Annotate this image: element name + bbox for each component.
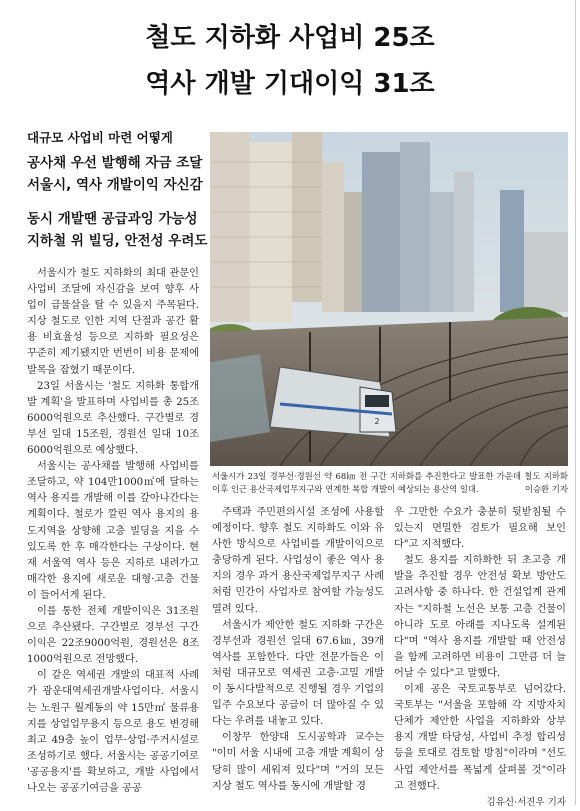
- subhead-kicker: 대규모 사업비 마련 어떻게: [27, 130, 173, 145]
- paragraph: 철도 용지를 지하화한 뒤 초고층 개발을 추진할 경우 안전성 확보 방안도 고려사항 중 하나다. 한 건설업계 관계자는 "지하철 노선은 보통 고층 건물이 아니라 도로 아래를 지나도록 설계된다"며 "역사 용지를 개발할 때 안전성을 함께 고려하면 비용이 그만큼 더 늘어날 수 있다"고 말했다.: [394, 555, 566, 679]
- byline: 김유신·서진우 기자: [486, 796, 566, 808]
- headline-line-1: 철도 지하화 사업비 25조: [145, 23, 435, 53]
- paragraph: 주택과 주민편의시설 조성에 사용할 예정이다. 향후 철도 지하화도 이와 유사한 방식으로 사업비를 개발이익으로 충당하게 된다. 사업성이 좋은 역사 용지의 경우 과거 용산국제업무지구 사례처럼 민간이 사업자로 참여할 가능성도 열려 있다.: [212, 507, 384, 615]
- paragraph: 23일 서울시는 '철도 지하화 통합개발 계획'을 발표하며 사업비를 총 25조6000억원으로 추산했다. 구간별로 경부선 일대 15조원, 경원선 일대 10조6000억원으로 예상했다.: [27, 380, 199, 457]
- article-column-2: [212, 505, 384, 795]
- subhead-line-2: 서울시, 역사 개발이익 자신감: [27, 177, 203, 193]
- paragraph: 이제 공은 국토교통부로 넘어갔다. 국토부는 "서울을 포함해 각 지방자치단체가 제안한 사업을 지하화와 상부 용지 개발 타당성, 사업비 추정 합리성 등을 토대로 검토할 방침"이라며 "선도사업 제안서를 폭넓게 살펴볼 것"이라고 전했다.: [394, 684, 566, 792]
- article-column-3: [394, 505, 566, 811]
- train-number: 2: [374, 417, 380, 426]
- article-column-1: [27, 266, 199, 797]
- paragraph: 서울시가 철도 지하화의 최대 관문인 사업비 조달에 자신감을 보여 향후 사업이 급물살을 탈 수 있을지 주목된다. 지상 철도로 인한 지역 단절과 공간 활용 비효율성 등으로 지하화 필요성은 꾸준히 제기됐지만 번번이 비용 문제에 발목을 잡혔기 때문이다.: [27, 268, 199, 376]
- article-photo: [210, 132, 568, 466]
- paragraph: 이창무 한양대 도시공학과 교수는 "이미 서울 시내에 고층 개발 계획이 상당히 많이 세워져 있다"며 "거의 모든 지상 철도 역사를 동시에 개발할 경: [212, 732, 384, 792]
- paragraph: 서울시가 제안한 철도 지하화 구간은 경부선과 경원선 일대 67.6㎞, 39개 역사를 포함한다. 다만 전문가들은 이처럼 대규모로 역세권 고층·고밀 개발이 동시다발적으로 진행될 경우 기업의 입주 수요보다 공급이 더 많아질 수 있다는 우려를 내놓고 있다.: [212, 619, 384, 728]
- paragraph: 이 같은 역세권 개발의 대표적 사례가 광운대역세권개발사업이다. 서울시는 노원구 월계동의 약 15만㎡ 물류용지를 상업업무용지 등으로 용도 변경해 최고 49층 높이 업무·상업·주거시설로 조성하기로 했다. 서울시는 공공기여로 '공공용지'를 확보하고, 개발 사업에서 나오는 공공기여금을 공공: [27, 670, 199, 794]
- paragraph: 서울시는 공사채를 발행해 사업비를 조달하고, 약 104만1000㎡에 달하는 역사 용지를 개발해 이를 갚아나간다는 계획이다. 철로가 깔린 역사 용지의 용도지역을 상향해 고층 빌딩을 지을 수 있도록 한 후 매각한다는 구상이다. 현재 서울역 역사 등은 지하로 내려가고 매각한 용지에 새로운 대형·고층 건물이 들어서게 된다.: [27, 461, 199, 601]
- subhead-line-4: 지하철 위 빌딩, 안전성 우려도: [27, 233, 208, 249]
- page-edge-rule: [575, 0, 576, 805]
- photo-caption: [212, 470, 568, 496]
- paragraph: 우 그만한 수요가 충분히 뒷받침될 수 있는지 면밀한 검토가 필요해 보인다"고 지적했다.: [394, 507, 566, 551]
- subheadline-block: [27, 128, 208, 252]
- photo-credit: 이승환 기자: [524, 484, 568, 494]
- caption-text: 서울시가 23일 경부선·경원선 약 68㎞ 전 구간 지하화를 추진한다고 발표한 가운데 철도 지하화 이후 인근 용산국제업무지구와 연계한 복합 개발이 예상되는 용산역 일대.: [212, 471, 569, 494]
- subhead-line-1: 공사채 우선 발행해 자금 조달: [27, 155, 203, 171]
- paragraph: 이를 통한 전체 개발이익은 31조원으로 추산됐다. 구간별로 경부선 구간이익은 22조9000억원, 경원선은 8조1000억원으로 전망했다.: [27, 605, 199, 666]
- subhead-line-3: 동시 개발땐 공급과잉 가능성: [27, 211, 198, 227]
- railway-cityscape-image: [210, 132, 568, 466]
- headline-line-2: 역사 개발 기대이익 31조: [145, 69, 435, 99]
